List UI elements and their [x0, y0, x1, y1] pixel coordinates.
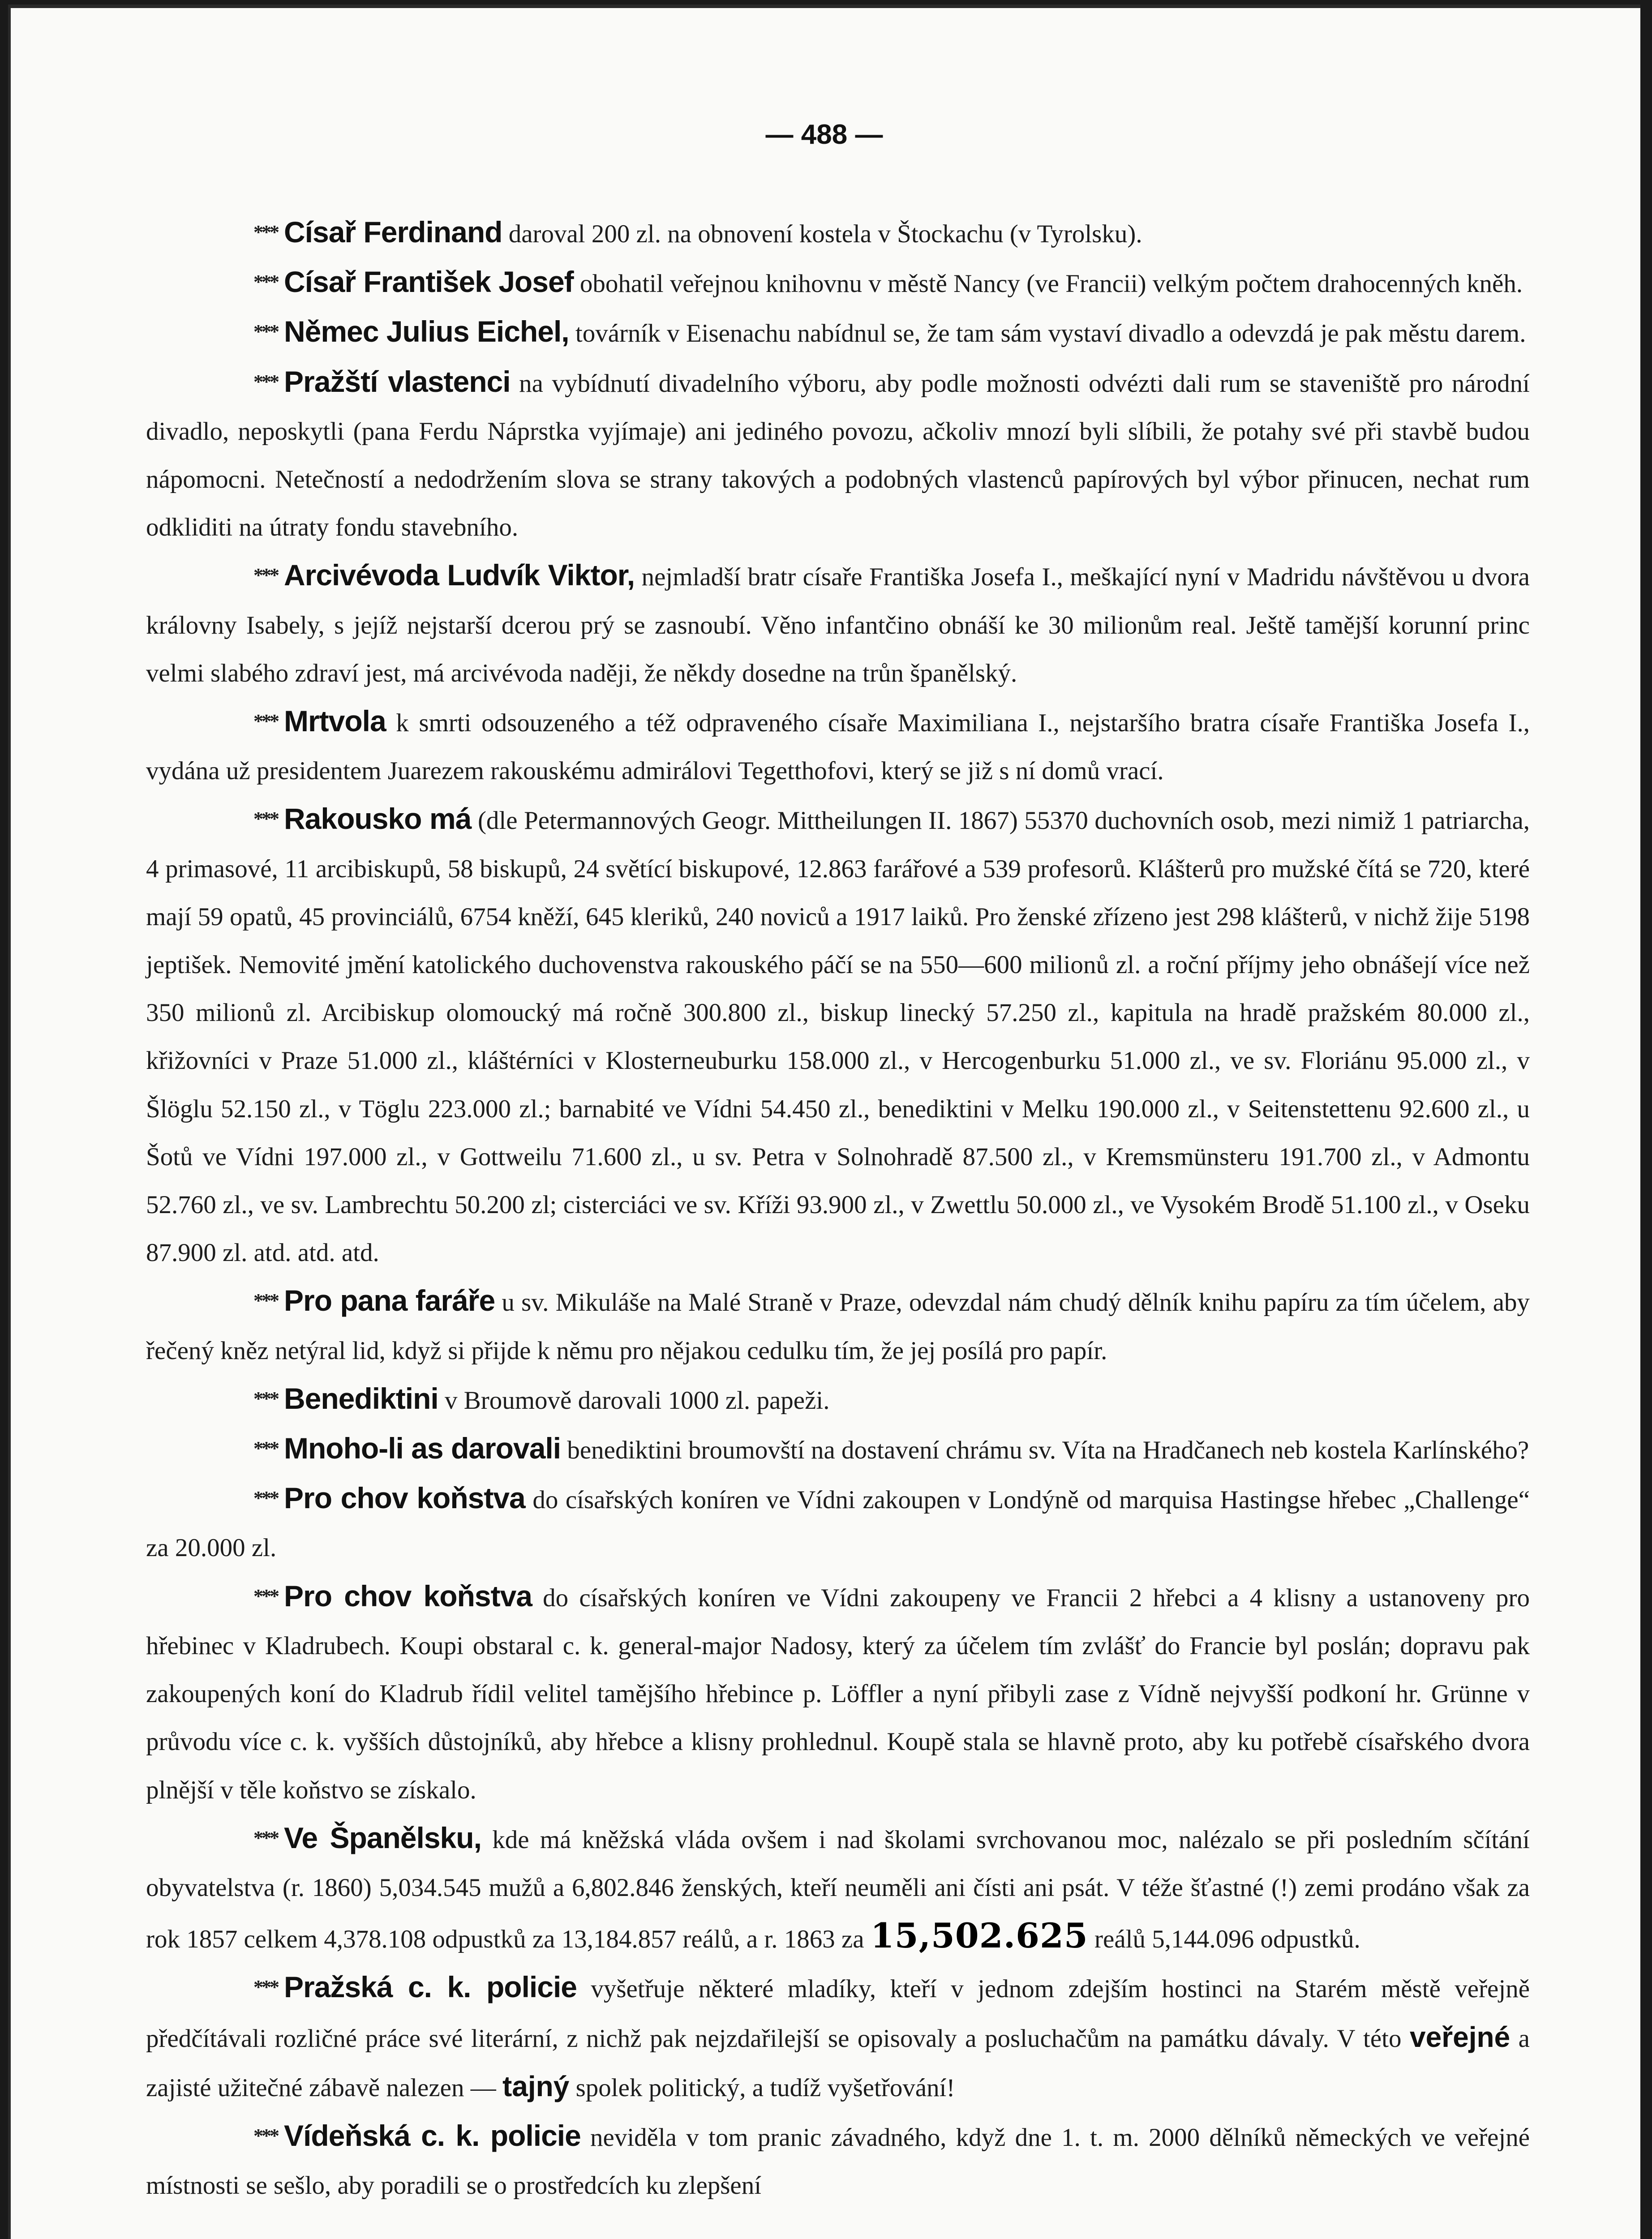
item-text: benediktini broumovští na dostavení chrámu sv. Víta na Hradčanech neb kostela Karlínského? — [561, 1436, 1529, 1465]
item-heading: Benediktini — [284, 1381, 438, 1415]
item-heading: Pro pana faráře — [284, 1284, 495, 1317]
asterism-icon: *** — [253, 1976, 278, 1999]
page-number: — 488 — — [765, 119, 883, 150]
asterism-icon: *** — [253, 1290, 278, 1312]
document-page — [8, 4, 1640, 2239]
asterism-icon: *** — [253, 271, 278, 293]
emphasis-secret: tajný — [502, 2070, 570, 2102]
asterism-icon: *** — [253, 2124, 278, 2147]
item-heading: Arcivévoda Ludvík Viktor, — [284, 558, 635, 592]
news-item — [146, 551, 1530, 697]
asterism-icon: *** — [253, 1387, 278, 1410]
asterism-icon: *** — [253, 564, 278, 587]
asterism-icon: *** — [253, 1487, 278, 1510]
item-text: nejmladší bratr císaře Františka Josefa I., meškající nyní v Madridu návštěvou u dvora královny Isabely, s jejíž nejstarší dcerou prý se zasnoubí. Věno infantčino obnáší ke 30 milionům real. Ještě tamější korunní princ velmi slabého zdraví jest, má arcivévoda naději, že někdy dosedne na trůn španělský. — [146, 563, 1530, 687]
item-text: neviděla v tom pranic závadného, když dne 1. t. m. 2000 dělníků německých ve veřejné místnosti se sešlo, aby poradili se o prostředcích ku zlepšení — [146, 2123, 1530, 2200]
item-text: továrník v Eisenachu nabídnul se, že tam sám vystaví divadlo a odevzdá je pak městu darem. — [569, 319, 1526, 348]
asterism-icon: *** — [253, 1827, 278, 1849]
indulgence-total: 15,502.625 — [870, 1916, 1088, 1956]
article-body — [146, 208, 1530, 2209]
item-heading: Pro chov koňstva — [284, 1579, 532, 1613]
item-text-mid: a zajisté užitečné zábavě nalezen — — [146, 2024, 1530, 2102]
item-text: kde má kněžská vláda ovšem i nad školami svrchovanou moc, nalézalo se při posledním sčítání obyvatelstva (r. 1860) 5,034.545 mužů a 6,802.846 ženských, kteří neuměli ani čísti ani psát. V téže šťastné (!) zemi prodáno však za rok 1857 celkem 4,378.108 odpustků za 13,184.857 reálů, a r. 1863 za — [146, 1825, 1530, 1954]
news-item — [146, 1375, 1530, 1424]
item-text: (dle Petermannových Geogr. Mittheilungen II. 1867) 55370 duchovních osob, mezi nimiž 1 patriarcha, 4 primasové, 11 arcibiskupů, 58 biskupů, 24 světící biskupové, 12.863 farářové a 539 profesorů. Klášterů pro mužské čítá se 720, které mají 59 opatů, 45 provinciálů, 6754 kněží, 645 kleriků, 240 noviců a 1917 laiků. Pro ženské zřízeno jest 298 klášterů, v nichž žije 5198 jeptišek. Nemovité jmění katolického duchovenstva rakouského páčí se na 550—600 milionů zl. a roční příjmy jeho obnášejí více než 350 milionů zl. Arcibiskup olomoucký má ročně 300.800 zl., biskup linecký 57.250 zl., kapitula na hradě pražském 80.000 zl., křižovníci v Praze 51.000 zl., kláštérníci v Klosterneuburku 158.000 zl., v Hercogenburku 51.000 zl., ve sv. Floriánu 95.000 zl., v Šlöglu 52.150 zl., v Töglu 223.000 zl.; barnabité ve Vídni 54.450 zl., benediktini v Melku 190.000 zl., v Seitenstettenu 92.600 zl., u Šotů ve Vídni 197.000 zl., v Gottweilu 71.600 zl., u sv. Petra v Solnohradě 87.500 zl., v Kremsmünsteru 191.700 zl., v Admontu 52.760 zl., ve sv. Lambrechtu 50.200 zl; cisterciáci ve sv. Kříži 93.900 zl., v Zwettlu 50.000 zl., ve Vysokém Brodě 51.100 zl., v Oseku 87.900 zl. atd. atd. atd. — [146, 806, 1530, 1267]
item-heading: Vídeňská c. k. policie — [284, 2119, 581, 2152]
asterism-icon: *** — [253, 808, 278, 830]
item-heading: Pražská c. k. policie — [284, 1970, 577, 2004]
news-item — [146, 258, 1530, 308]
item-text: v Broumově darovali 1000 zl. papeži. — [438, 1386, 830, 1415]
news-item — [146, 308, 1530, 357]
asterism-icon: *** — [253, 710, 278, 733]
item-heading: Němec Julius Eichel, — [284, 315, 569, 348]
item-text-end: reálů 5,144.096 odpustků. — [1088, 1925, 1360, 1954]
item-text: do císařských koníren ve Vídni zakoupeny ve Francii 2 hřebci a 4 klisny a ustanoveny pro hřebinec v Kladrubech. Koupi obstaral c. k. general-major Nadosy, který za účelem tím zvlášť do Francie byl poslán; dopravu pak zakoupených koní do Kladrub řídil velitel tamějšího hřebince p. Löffler a nyní přibyli zase z Vídně nejvyšší podkoní hr. Grünne v průvodu více c. k. vyšších důstojníků, aby hřebce a klisny prohlednul. Koupě stala se hlavně proto, aby ku potřebě císařského dvora plnější v těle koňstvo se získalo. — [146, 1583, 1530, 1804]
item-heading: Císař František Josef — [284, 265, 574, 299]
asterism-icon: *** — [253, 321, 278, 343]
item-heading: Mrtvola — [284, 704, 386, 738]
news-item — [146, 697, 1530, 795]
news-item — [146, 208, 1530, 258]
asterism-icon: *** — [253, 221, 278, 243]
news-item — [146, 1572, 1530, 1814]
news-item — [146, 2112, 1530, 2209]
item-heading: Ve Španělsku, — [284, 1821, 481, 1854]
item-heading: Mnoho-li as darovali — [284, 1432, 561, 1465]
item-text: na vybídnutí divadelního výboru, aby podle možnosti odvézti dali rum se staveniště pro národní divadlo, neposkytli (pana Ferdu Náprstka vyjímaje) ani jediného povozu, ačkoliv mnozí byli slíbili, že potahy své při stavbě budou nápomocni. Netečností a nedodržením slova se strany takových a podobných vlastenců papírových byl výbor přinucen, nechat rum odkliditi na útraty fondu stavebního. — [146, 369, 1530, 542]
news-item — [146, 358, 1530, 552]
item-text: daroval 200 zl. na obnovení kostela v Štockachu (v Tyrolsku). — [502, 220, 1142, 248]
news-item — [146, 795, 1530, 1277]
item-text-end: spolek politický, a tudíž vyšetřování! — [569, 2073, 955, 2102]
asterism-icon: *** — [253, 1585, 278, 1607]
item-heading: Pro chov koňstva — [284, 1481, 525, 1515]
news-item — [146, 1424, 1530, 1474]
news-item — [146, 1277, 1530, 1374]
item-text: u sv. Mikuláše na Malé Straně v Praze, odevzdal nám chudý dělník knihu papíru za tím účelem, aby řečený kněz netýral lid, když si přijde k němu pro nějakou cedulku tím, že jej posílá pro papír. — [146, 1288, 1530, 1365]
item-text: k smrti odsouzeného a též odpraveného císaře Maximiliana I., nejstaršího bratra císaře Františka Josefa I., vydána už presidentem Juarezem rakouskému admirálovi Tegetthofovi, který se již s ní domů vrací. — [146, 709, 1530, 785]
item-heading: Rakousko má — [284, 802, 472, 836]
item-text: vyšetřuje některé mladíky, kteří v jednom zdejším hostinci na Starém městě veřejně předčítávali rozličné práce své literární, z nichž pak nejzdařilejší se opisovaly a posluchačům na památku dávaly. V této — [146, 1975, 1530, 2053]
asterism-icon: *** — [253, 370, 278, 393]
item-heading: Pražští vlastenci — [284, 365, 511, 398]
item-text: obohatil veřejnou knihovnu v městě Nancy (ve Francii) velkým počtem drahocenných kněh. — [573, 270, 1523, 298]
news-item — [146, 1963, 1530, 2112]
news-item — [146, 1474, 1530, 1572]
scan-edge-top — [8, 4, 1640, 8]
news-item — [146, 1814, 1530, 1964]
scan-edge-left — [8, 4, 11, 2239]
item-heading: Císař Ferdinand — [284, 215, 502, 249]
asterism-icon: *** — [253, 1437, 278, 1460]
item-text: do císařských koníren ve Vídni zakoupen v Londýně od marquisa Hastingse hřebec „Challenge“ za 20.000 zl. — [146, 1486, 1530, 1562]
emphasis-public: veřejné — [1410, 2020, 1510, 2053]
